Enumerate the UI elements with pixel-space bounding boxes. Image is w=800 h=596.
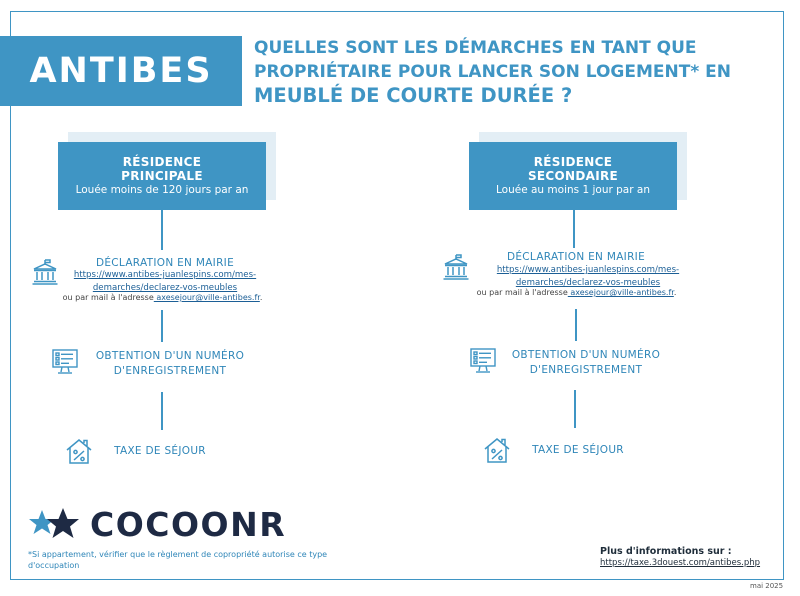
box-subtitle: Louée au moins 1 jour par an <box>496 184 650 196</box>
mail-note <box>464 287 689 298</box>
mail-suffix: . <box>259 293 263 302</box>
residence-principale-box <box>58 142 266 210</box>
tax-title: TAXE DE SÉJOUR <box>114 445 206 457</box>
declaration-title: DÉCLARATION EN MAIRIE <box>506 251 646 263</box>
declaration-title: DÉCLARATION EN MAIRIE <box>95 257 235 269</box>
footnote: *Si appartement, vérifier que le règlement de copropriété autorise ce type d'occupation <box>28 550 328 570</box>
box-title-1: RÉSIDENCE <box>533 155 613 169</box>
house-percent-icon <box>65 437 93 465</box>
mail-note <box>50 292 275 303</box>
publication-date: mai 2025 <box>750 582 784 590</box>
box-title-2: SECONDAIRE <box>527 169 619 183</box>
declaration-link-line-1[interactable]: https://www.antibes-juanlespins.com/mes- <box>73 270 257 280</box>
declaration-link-line-2[interactable]: demarches/declarez-vos-meubles <box>515 278 661 288</box>
mail-prefix: ou par mail à l'adresse <box>62 293 154 302</box>
title-line-1: QUELLES SONT LES DÉMARCHES EN TANT QUE <box>254 38 697 58</box>
residence-secondaire-box <box>469 142 677 210</box>
connector-line <box>574 390 576 428</box>
mail-suffix: . <box>673 288 677 297</box>
registration-title <box>491 348 681 378</box>
registration-line-2: D'ENREGISTREMENT <box>529 364 643 376</box>
box-subtitle: Louée moins de 120 jours par an <box>75 184 249 196</box>
mail-link[interactable]: axesejour@ville-antibes.fr <box>153 293 260 302</box>
title-line-2: PROPRIÉTAIRE POUR LANCER SON LOGEMENT* EN <box>254 62 731 82</box>
brand-name: COCOONR <box>90 504 287 544</box>
tax-title: TAXE DE SÉJOUR <box>532 444 624 456</box>
star-logo-icon <box>26 504 86 544</box>
title-line-3: MEUBLÉ DE COURTE DURÉE ? <box>254 84 573 107</box>
column-residence-principale <box>20 0 360 470</box>
connector-line <box>161 210 163 250</box>
connector-line <box>161 392 163 430</box>
mail-prefix: ou par mail à l'adresse <box>476 288 568 297</box>
connector-line <box>575 309 577 341</box>
connector-line <box>573 210 575 248</box>
registration-line-1: OBTENTION D'UN NUMÉRO <box>95 350 245 362</box>
column-residence-secondaire <box>430 0 770 470</box>
registration-line-2: D'ENREGISTREMENT <box>113 365 227 377</box>
house-percent-icon <box>483 436 511 464</box>
registration-title <box>75 349 265 379</box>
more-info-label: Plus d'informations sur : <box>600 546 732 557</box>
declaration-link-line-1[interactable]: https://www.antibes-juanlespins.com/mes- <box>496 265 680 275</box>
city-banner: ANTIBES <box>0 36 242 106</box>
registration-line-1: OBTENTION D'UN NUMÉRO <box>511 349 661 361</box>
more-info-link[interactable]: https://taxe.3douest.com/antibes.php <box>600 558 761 568</box>
brand-logo <box>26 504 286 544</box>
declaration-link-line-2[interactable]: demarches/declarez-vos-meubles <box>92 283 238 293</box>
mail-link[interactable]: axesejour@ville-antibes.fr <box>567 288 674 297</box>
box-title-2: PRINCIPALE <box>121 169 203 183</box>
box-title-1: RÉSIDENCE <box>122 155 202 169</box>
connector-line <box>161 310 163 342</box>
